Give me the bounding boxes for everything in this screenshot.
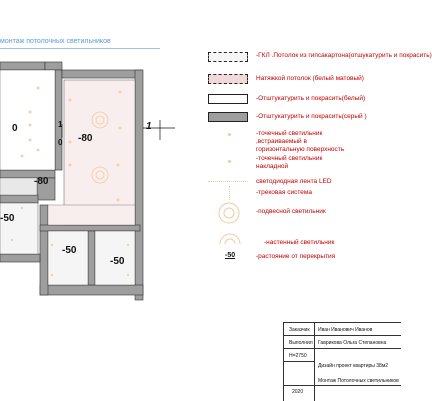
legend-label: -растояние от перекрытия xyxy=(256,253,336,260)
legend-label: -точечный светильник накладной xyxy=(256,155,323,170)
stamp-value: Иван Иванович Иванов xyxy=(318,327,373,333)
legend-label: -точечный светильник ,встраиваемый в горизонтальную поверхность xyxy=(256,130,345,153)
legend-label: -ГКЛ .Потолок из гипсакартона(отшукатурить и покрасить) xyxy=(256,52,432,59)
stamp-divider xyxy=(284,361,314,362)
sheet-title: монтаж потолочных светильников xyxy=(0,38,111,45)
legend-swatch-white xyxy=(208,94,248,104)
legend-label: -трековая система xyxy=(256,189,312,196)
stamp-value: Гаврикова Ольга Степановна xyxy=(318,340,387,346)
stamp-year: 2020 xyxy=(292,389,304,395)
legend-label: светодиодная лента LED xyxy=(256,178,332,185)
legend-label: -подвесной светильник xyxy=(256,208,326,215)
level-label: -50 xyxy=(0,213,15,224)
pendant-light-icon xyxy=(216,200,242,226)
stamp-role: Заказчик xyxy=(289,327,310,333)
level-label: 1 xyxy=(146,121,152,132)
stamp-divider xyxy=(284,348,401,349)
legend-swatch-gkl xyxy=(208,52,248,62)
legend-label: Натяжкой потолок (белый матовый) xyxy=(256,75,364,82)
title-block xyxy=(283,322,401,401)
level-label: -50 xyxy=(62,245,77,256)
level-label: 1 xyxy=(58,120,63,129)
legend-label: -Отштукатурить и покрасить(серый ) xyxy=(256,113,367,120)
wall-light-icon xyxy=(218,230,242,246)
offset-example: -50 xyxy=(225,252,236,259)
level-label: -80 xyxy=(78,133,93,144)
stamp-role: H=2750 xyxy=(289,353,307,359)
level-label: 0 xyxy=(12,123,18,134)
level-label: 0 xyxy=(58,138,63,147)
legend-swatch-stretch xyxy=(208,74,248,84)
stamp-divider xyxy=(284,385,401,386)
legend-label: -Отштукатурить и покрасить(белый) xyxy=(256,95,366,102)
stamp-divider xyxy=(284,335,401,336)
led-strip-icon xyxy=(208,181,248,182)
legend-label: -настенный светильник xyxy=(264,239,335,246)
stamp-value: Монтаж Потолочных светильников xyxy=(318,378,399,384)
stamp-role: Выполнил xyxy=(289,340,313,346)
stamp-value: Дизайн проект квартиры 38м2 xyxy=(318,363,389,369)
track-system-icon xyxy=(229,186,230,200)
level-label: -50 xyxy=(110,256,125,267)
recessed-spot-icon xyxy=(228,133,231,136)
legend-swatch-gray xyxy=(208,112,248,122)
surface-spot-icon xyxy=(228,160,231,163)
level-label: -80 xyxy=(34,176,49,187)
